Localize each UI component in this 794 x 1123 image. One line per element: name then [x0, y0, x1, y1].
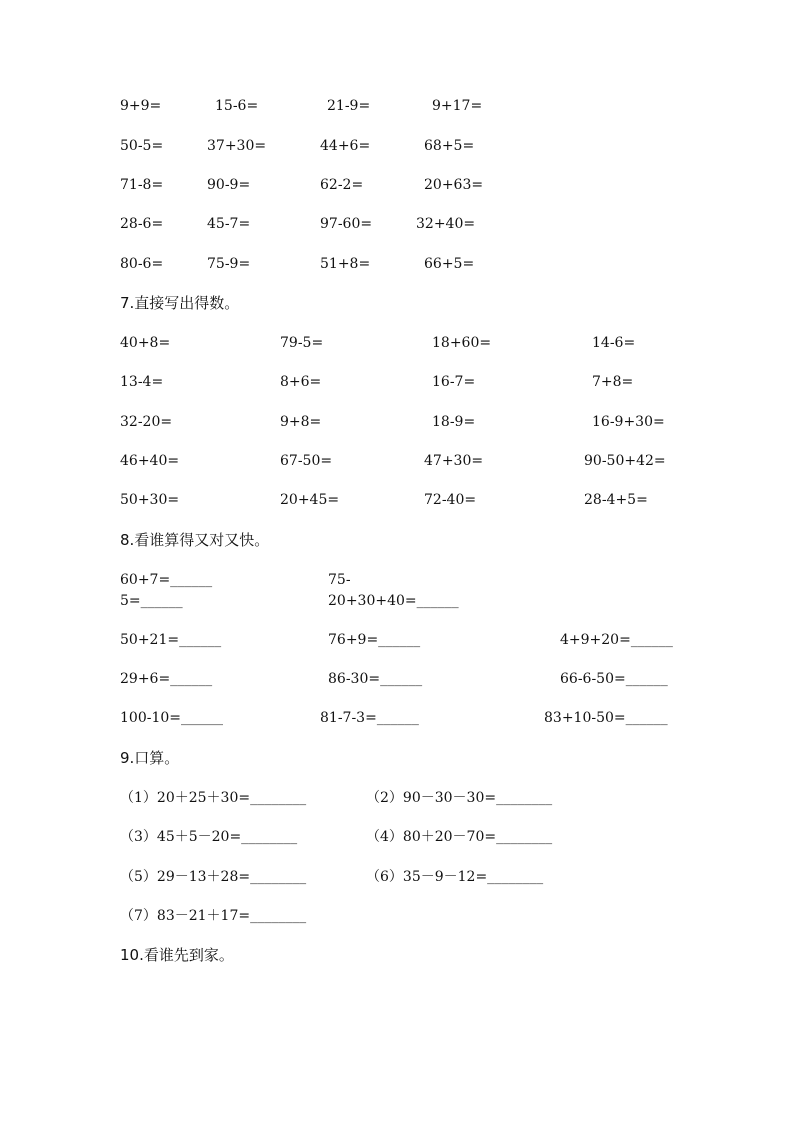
problem: 51+8= [320, 256, 371, 272]
problem: 9+17= [432, 98, 483, 114]
problem: （6）35－9－12=________ [366, 869, 544, 885]
problem: 50+30= [120, 492, 180, 508]
problem: 14-6= [592, 335, 636, 351]
problem: 97-60= [320, 216, 373, 232]
problem: 20+45= [280, 492, 340, 508]
question-title: 9.口算。 [120, 749, 180, 767]
problem: （7）83－21＋17=________ [120, 908, 307, 924]
problem: 40+8= [120, 335, 171, 351]
problem: 47+30= [424, 453, 484, 469]
problem: 80-6= [120, 256, 164, 272]
problem: 60+7=______ [120, 572, 213, 588]
problem: 67-50= [280, 453, 333, 469]
problem: 13-4= [120, 374, 164, 390]
problem: （5）29－13＋28=________ [120, 869, 307, 885]
problem: 71-8= [120, 177, 164, 193]
problem: 45-7= [207, 216, 251, 232]
problem: 50+21=______ [120, 632, 222, 648]
problem: 44+6= [320, 138, 371, 154]
problem: 100-10=______ [120, 710, 223, 726]
problem: 9+9= [120, 98, 162, 114]
problem: 50-5= [120, 138, 164, 154]
problem: 76+9=______ [328, 632, 421, 648]
problem: 75- [328, 572, 351, 588]
problem: 16-7= [432, 374, 476, 390]
problem: 32-20= [120, 414, 173, 430]
problem: 72-40= [424, 492, 477, 508]
problem: 9+8= [280, 414, 322, 430]
problem: （3）45＋5－20=________ [120, 829, 298, 845]
problem: 37+30= [207, 138, 267, 154]
problem: 18+60= [432, 335, 492, 351]
problem: 66-6-50=______ [560, 671, 668, 687]
problem: 16-9+30= [592, 414, 665, 430]
problem: 46+40= [120, 453, 180, 469]
problem: 75-9= [207, 256, 251, 272]
question-title: 8.看谁算得又对又快。 [120, 531, 270, 549]
problem: 83+10-50=______ [544, 710, 668, 726]
problem: 18-9= [432, 414, 476, 430]
problem: 29+6=______ [120, 671, 213, 687]
problem: 15-6= [215, 98, 259, 114]
problem: 28-6= [120, 216, 164, 232]
problem: 81-7-3=______ [320, 710, 419, 726]
problem: 90-9= [207, 177, 251, 193]
problem: （2）90－30－30=________ [366, 790, 553, 806]
problem: （1）20＋25＋30=________ [120, 790, 307, 806]
question-title: 10.看谁先到家。 [120, 946, 234, 964]
problem: 21-9= [327, 98, 371, 114]
problem: 86-30=______ [328, 671, 423, 687]
problem: 8+6= [280, 374, 322, 390]
problem: 32+40= [416, 216, 476, 232]
problem: 20+63= [424, 177, 484, 193]
question-title: 7.直接写出得数。 [120, 294, 240, 312]
problem: 90-50+42= [584, 453, 666, 469]
problem: 79-5= [280, 335, 324, 351]
problem: 28-4+5= [584, 492, 648, 508]
problem: 66+5= [424, 256, 475, 272]
problem: （4）80＋20－70=________ [366, 829, 553, 845]
problem: 20+30+40=______ [328, 593, 459, 609]
problem: 4+9+20=______ [560, 632, 673, 648]
problem: 68+5= [424, 138, 475, 154]
problem: 7+8= [592, 374, 634, 390]
problem: 5=______ [120, 593, 183, 609]
problem: 62-2= [320, 177, 364, 193]
